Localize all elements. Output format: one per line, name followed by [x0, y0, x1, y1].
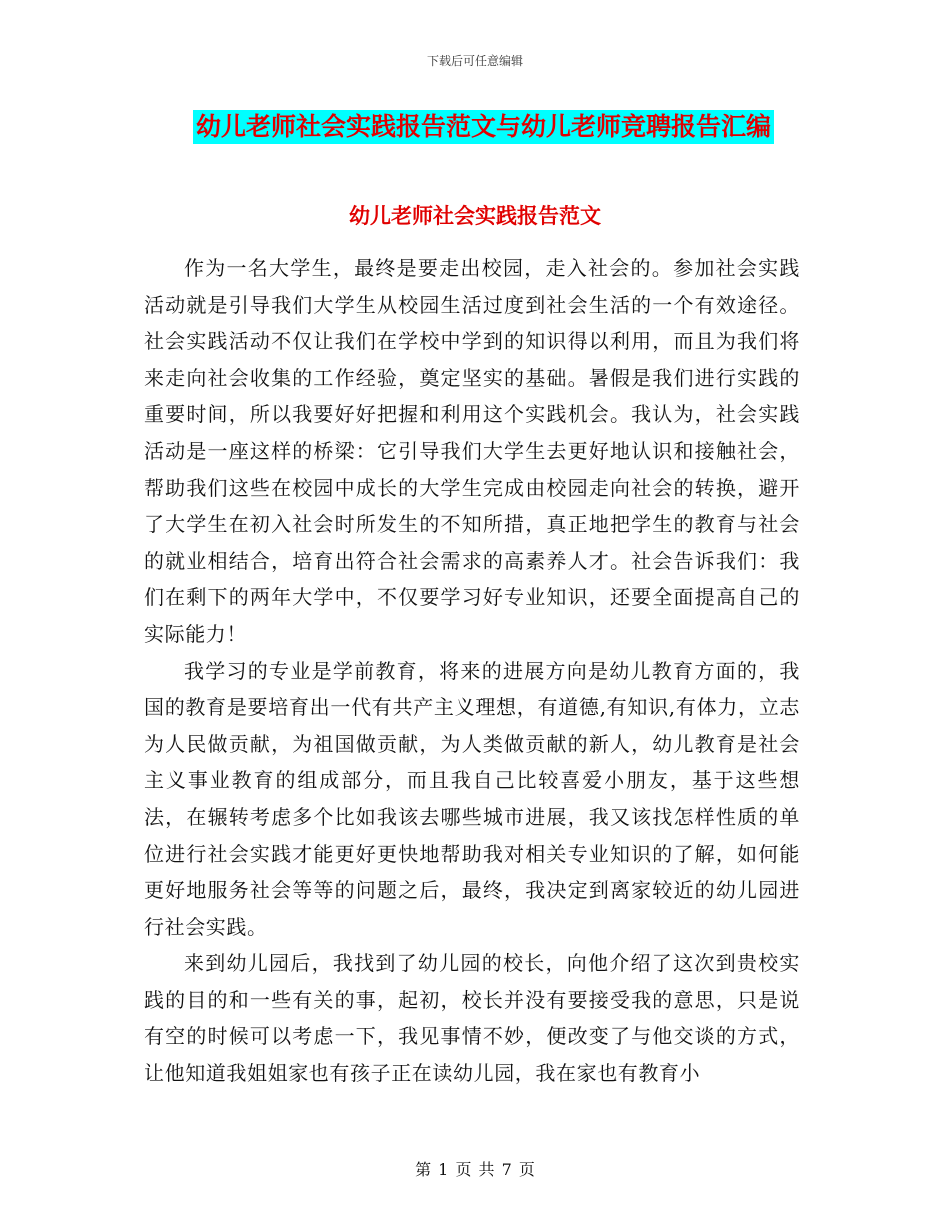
paragraph-2: 我学习的专业是学前教育，将来的进展方向是幼儿教育方面的，我国的教育是要培育出一代有共产主义理想，有道德,有知识,有体力，立志为人民做贡献，为祖国做贡献，为人类做贡献的新人，幼儿教育是社会主义事业教育的组成部分，而且我自己比较喜爱小朋友，基于这些想法，在辗转考虑多个比如我该去哪些城市进展，我又该找怎样性质的单位进行社会实践才能更好更快地帮助我对相关专业知识的了解，如何能更好地服务社会等等的问题之后，最终，我决定到离家较近的幼儿园进行社会实践。 [144, 658, 800, 939]
header-note: 下载后可任意编辑 [426, 54, 523, 68]
section-title: 幼儿老师社会实践报告范文 [349, 203, 601, 228]
page-footer: 第 1 页 共 7 页 [415, 1160, 535, 1179]
body-text [144, 250, 800, 1092]
paragraph-1: 作为一名大学生，最终是要走出校园，走入社会的。参加社会实践活动就是引导我们大学生从校园生活过度到社会生活的一个有效途径。社会实践活动不仅让我们在学校中学到的知识得以利用，而且为我们将来走向社会收集的工作经验，奠定坚实的基础。暑假是我们进行实践的重要时间，所以我要好好把握和利用这个实践机会。我认为，社会实践活动是一座这样的桥梁：它引导我们大学生去更好地认识和接触社会，帮助我们这些在校园中成长的大学生完成由校园走向社会的转换，避开了大学生在初入社会时所发生的不知所措，真正地把学生的教育与社会的就业相结合，培育出符合社会需求的高素养人才。社会告诉我们：我们在剩下的两年大学中，不仅要学习好专业知识，还要全面提高自己的实际能力！ [144, 256, 800, 646]
paragraph-3: 来到幼儿园后，我找到了幼儿园的校长，向他介绍了这次到贵校实践的目的和一些有关的事，起初，校长并没有要接受我的意思，只是说有空的时候可以考虑一下，我见事情不妙，便改变了与他交谈的方式，让他知道我姐姐家也有孩子正在读幼儿园，我在家也有教育小 [144, 951, 800, 1086]
document-title: 幼儿老师社会实践报告范文与幼儿老师竞聘报告汇编 [193, 110, 774, 144]
